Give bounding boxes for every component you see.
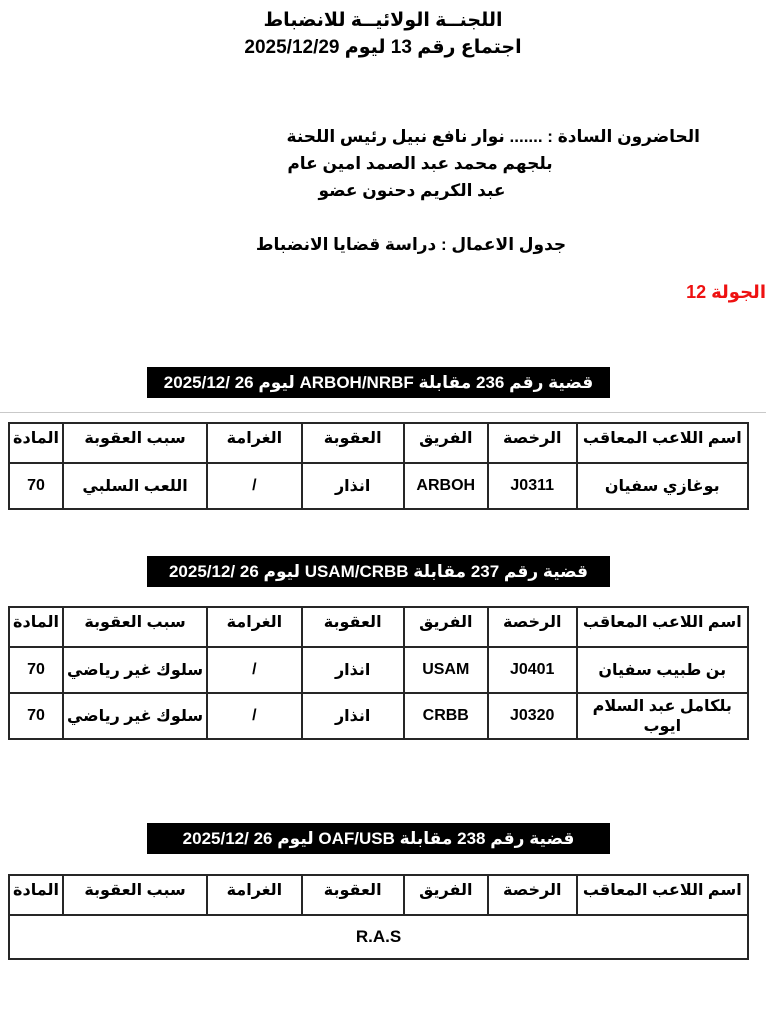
table-row xyxy=(9,693,748,739)
header-license: الرخصة xyxy=(488,423,577,463)
cell-article: 70 xyxy=(9,463,63,509)
table-row xyxy=(9,915,748,959)
attendee-line-secretary: بلجهم محمد عبد الصمد امين عام xyxy=(287,154,553,173)
header-article: المادة xyxy=(9,875,63,915)
round-label: الجولة 12 xyxy=(686,282,766,302)
cell-team: ARBOH xyxy=(404,463,488,509)
table-row xyxy=(9,647,748,693)
cell-article: 70 xyxy=(9,693,63,739)
header-team: الفريق xyxy=(404,875,488,915)
cell-fine: / xyxy=(207,647,302,693)
header-article: المادة xyxy=(9,423,63,463)
table-row xyxy=(9,463,748,509)
case-236-section xyxy=(0,367,766,510)
cell-reason: سلوك غير رياضي xyxy=(63,693,207,739)
attendee-line-chairman: الحاضرون السادة : ....... نوار نافع نبيل رئيس اللحنة xyxy=(286,127,700,146)
cell-player-name: بوغازي سفيان xyxy=(577,463,748,509)
document-title-line2: اجتماع رقم 13 ليوم 2025/12/29 xyxy=(244,37,522,58)
header-team: الفريق xyxy=(404,423,488,463)
cell-team: CRBB xyxy=(404,693,488,739)
table-header-row xyxy=(9,607,748,647)
case-238-table xyxy=(8,874,749,960)
cell-penalty: انذار xyxy=(302,693,404,739)
case-236-table xyxy=(8,422,749,510)
header-reason: سبب العقوبة xyxy=(63,875,207,915)
header-team: الفريق xyxy=(404,607,488,647)
header-fine: الغرامة xyxy=(207,423,302,463)
cell-nothing-to-report: R.A.S xyxy=(9,915,748,959)
header-fine: الغرامة xyxy=(207,607,302,647)
cell-reason: اللعب السلبي xyxy=(63,463,207,509)
cell-fine: / xyxy=(207,463,302,509)
case-237-banner: قضية رقم 237 مقابلة USAM/CRBB ليوم 26 /2025/12 xyxy=(147,556,610,587)
cell-penalty: انذار xyxy=(302,647,404,693)
header-license: الرخصة xyxy=(488,875,577,915)
cell-license: J0311 xyxy=(488,463,577,509)
header-player-name: اسم اللاعب المعاقب xyxy=(577,423,748,463)
horizontal-rule xyxy=(0,412,766,413)
cell-license: J0401 xyxy=(488,647,577,693)
header-player-name: اسم اللاعب المعاقب xyxy=(577,607,748,647)
case-237-table xyxy=(8,606,749,740)
cell-player-name: بن طبيب سفيان xyxy=(577,647,748,693)
cell-player-name: بلكامل عبد السلام ايوب xyxy=(577,693,748,739)
header-player-name: اسم اللاعب المعاقب xyxy=(577,875,748,915)
cell-team: USAM xyxy=(404,647,488,693)
case-238-section xyxy=(0,823,766,960)
case-237-section xyxy=(0,556,766,740)
case-236-banner: قضية رقم 236 مقابلة ARBOH/NRBF ليوم 26 /2025/12 xyxy=(147,367,610,398)
header-penalty: العقوبة xyxy=(302,875,404,915)
document-title xyxy=(0,0,766,61)
table-header-row xyxy=(9,423,748,463)
header-reason: سبب العقوبة xyxy=(63,607,207,647)
case-238-banner: قضية رقم 238 مقابلة OAF/USB ليوم 26 /2025/12 xyxy=(147,823,610,854)
table-header-row xyxy=(9,875,748,915)
header-penalty: العقوبة xyxy=(302,607,404,647)
header-article: المادة xyxy=(9,607,63,647)
header-license: الرخصة xyxy=(488,607,577,647)
cell-penalty: انذار xyxy=(302,463,404,509)
attendee-line-member: عبد الكريم دحنون عضو xyxy=(318,181,506,200)
agenda-line: جدول الاعمال : دراسة قضايا الانضباط xyxy=(255,235,567,254)
attendees-block xyxy=(0,123,766,204)
document-title-line1: اللجنــة الولائيــة للانضباط xyxy=(263,10,503,31)
cell-fine: / xyxy=(207,693,302,739)
header-reason: سبب العقوبة xyxy=(63,423,207,463)
cell-reason: سلوك غير رياضي xyxy=(63,647,207,693)
header-fine: الغرامة xyxy=(207,875,302,915)
header-penalty: العقوبة xyxy=(302,423,404,463)
cell-article: 70 xyxy=(9,647,63,693)
cell-license: J0320 xyxy=(488,693,577,739)
